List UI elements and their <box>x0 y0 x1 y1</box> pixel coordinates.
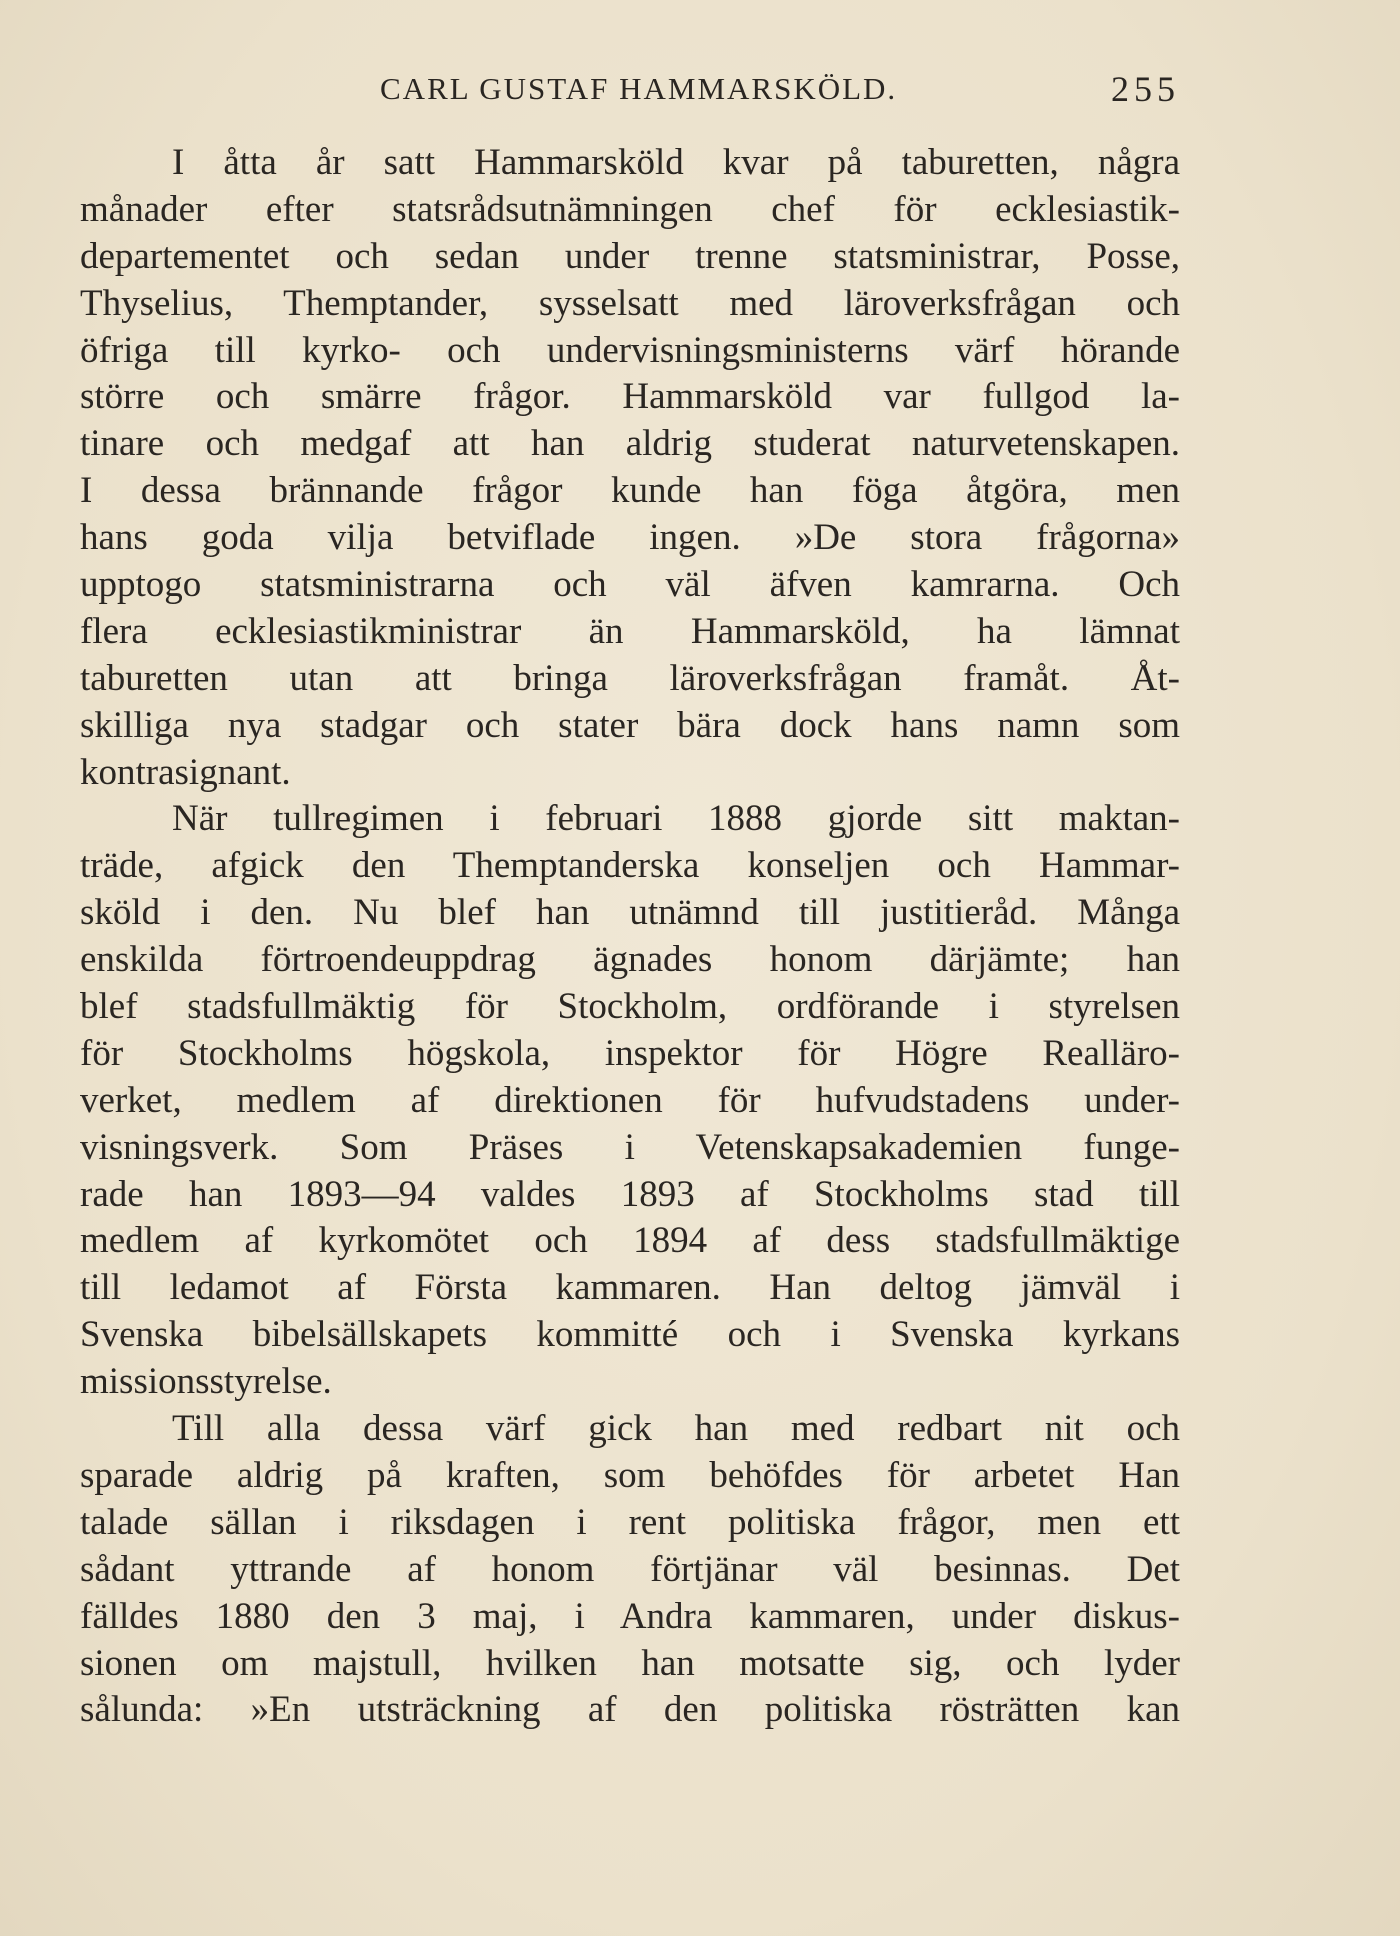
text-line: skilliga nya stadgar och stater bära dock hans namn som <box>80 704 1180 746</box>
text-line: medlem af kyrkomötet och 1894 af dess stadsfullmäktige <box>80 1220 1180 1262</box>
page-number: 255 <box>1111 69 1180 109</box>
text-line: större och smärre frågor. Hammarsköld var fullgod la- <box>80 376 1180 418</box>
text-line: sålunda: »En utsträckning af den politiska rösträtten kan <box>80 1689 1180 1731</box>
text-line: visningsverk. Som Präses i Vetenskapsakademien funge- <box>80 1126 1180 1168</box>
text-line: blef stadsfullmäktig för Stockholm, ordförande i styrelsen <box>80 986 1180 1028</box>
body-text <box>80 140 1180 1734</box>
text-line: enskilda förtroendeuppdrag ägnades honom därjämte; han <box>80 939 1180 981</box>
text-line: sparade aldrig på kraften, som behöfdes för arbetet Han <box>80 1454 1180 1496</box>
text-line: talade sällan i riksdagen i rent politiska frågor, men ett <box>80 1501 1180 1543</box>
text-line: departementet och sedan under trenne statsministrar, Posse, <box>80 235 1180 277</box>
text-line: Svenska bibelsällskapets kommitté och i Svenska kyrkans <box>80 1314 1180 1356</box>
text-line: rade han 1893—94 valdes 1893 af Stockholms stad till <box>80 1173 1180 1215</box>
text-line: sådant yttrande af honom förtjänar väl besinnas. Det <box>80 1548 1180 1590</box>
text-line: kontrasignant. <box>80 751 291 793</box>
text-line: Thyselius, Themptander, sysselsatt med läroverksfrågan och <box>80 282 1180 324</box>
text-line: öfriga till kyrko- och undervisningsministerns värf hörande <box>80 329 1180 371</box>
text-line: I åtta år satt Hammarsköld kvar på taburetten, några <box>172 142 1180 183</box>
text-line: sköld i den. Nu blef han utnämnd till justitieråd. Många <box>80 892 1180 934</box>
text-line: tinare och medgaf att han aldrig studerat naturvetenskapen. <box>80 423 1180 465</box>
text-line: När tullregimen i februari 1888 gjorde sitt maktan- <box>172 798 1180 840</box>
text-line: missionsstyrelse. <box>80 1361 332 1403</box>
text-line: månader efter statsrådsutnämningen chef för ecklesiastik- <box>80 188 1180 230</box>
text-line: Till alla dessa värf gick han med redbart nit och <box>172 1408 1180 1450</box>
text-line: flera ecklesiastikministrar än Hammarsköld, ha lämnat <box>80 610 1180 652</box>
text-line: träde, afgick den Themptanderska konseljen och Hammar- <box>80 845 1180 887</box>
text-line: sionen om majstull, hvilken han motsatte sig, och lyder <box>80 1642 1180 1684</box>
text-line: fälldes 1880 den 3 maj, i Andra kammaren, under diskus- <box>80 1595 1180 1637</box>
text-line: upptogo statsministrarna och väl äfven kamrarna. Och <box>80 564 1180 606</box>
text-line: taburetten utan att bringa läroverksfrågan framåt. Åt- <box>80 657 1180 699</box>
running-title: CARL GUSTAF HAMMARSKÖLD. <box>380 71 898 106</box>
text-line: för Stockholms högskola, inspektor för Högre Realläro- <box>80 1032 1180 1074</box>
text-line: hans goda vilja betviflade ingen. »De stora frågorna» <box>80 517 1180 559</box>
page-header <box>80 64 1180 114</box>
text-line: till ledamot af Första kammaren. Han deltog jämväl i <box>80 1267 1180 1309</box>
text-line: verket, medlem af direktionen för hufvudstadens under- <box>80 1079 1180 1121</box>
text-line: I dessa brännande frågor kunde han föga åtgöra, men <box>80 470 1180 512</box>
